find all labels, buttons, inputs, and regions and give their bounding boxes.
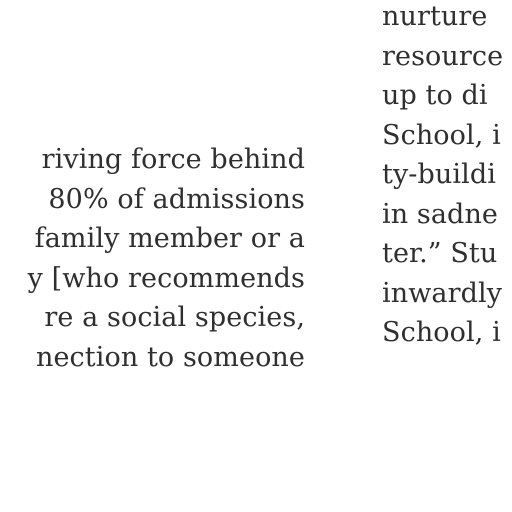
text-line: in sadne	[382, 198, 499, 230]
article-right-column	[382, 0, 512, 353]
article-left-column	[0, 140, 305, 377]
text-line: School, i	[382, 317, 501, 348]
text-line: nurture	[382, 1, 488, 32]
text-line: ty-buildi	[382, 159, 496, 190]
text-line: ter.” Stu	[382, 238, 498, 269]
text-line: School, i	[382, 119, 501, 151]
text-line: resource	[382, 40, 504, 72]
text-line: family member or a	[34, 223, 305, 254]
text-line: nection to someone	[35, 341, 305, 373]
text-line: riving force behind	[41, 144, 305, 175]
text-line: y [who recommends	[27, 262, 305, 294]
text-line: inwardly	[382, 277, 503, 309]
text-line: up to di	[382, 80, 488, 111]
text-line: re a social species,	[44, 302, 305, 333]
text-line: 80% of admissions	[48, 183, 305, 215]
